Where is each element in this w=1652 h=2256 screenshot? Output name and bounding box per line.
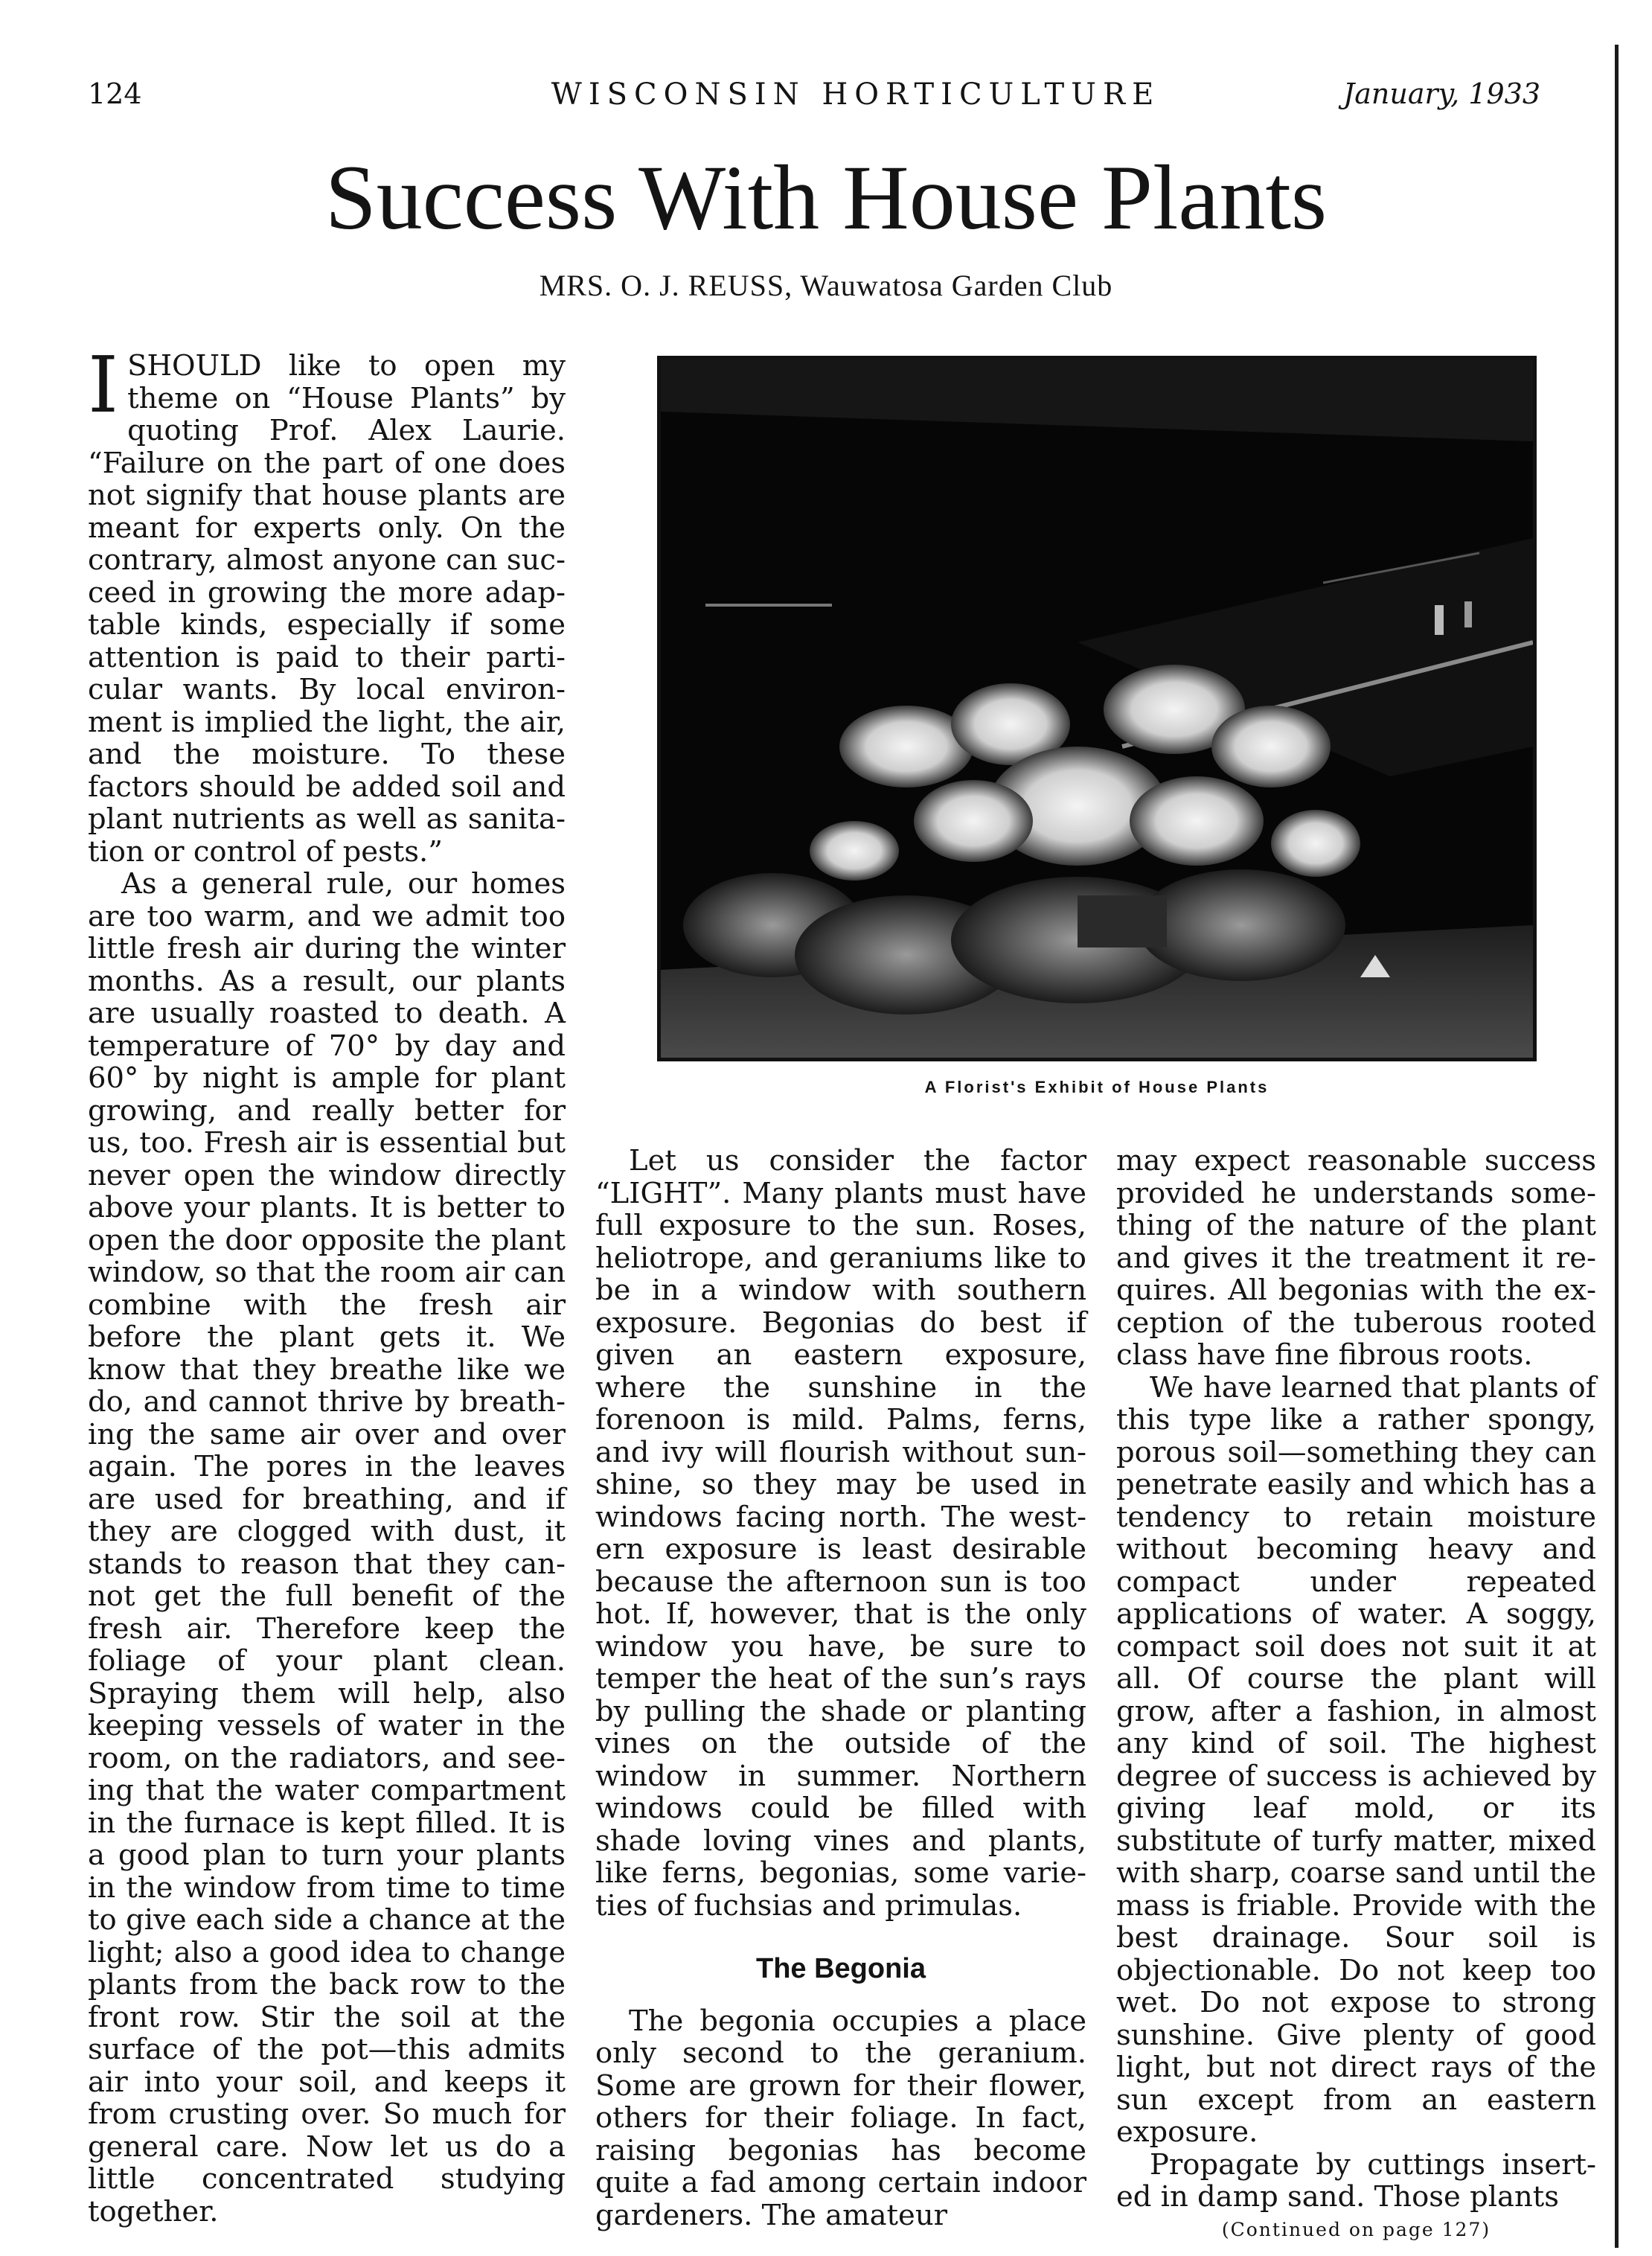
photograph-florist-exhibit-icon xyxy=(661,360,1533,1058)
byline: MRS. O. J. REUSS, Wauwatosa Garden Club xyxy=(539,269,1113,302)
running-head: WISCONSIN HORTICULTURE xyxy=(551,77,1161,112)
subheading-begonia: The Begonia xyxy=(755,1953,926,1984)
column-2 xyxy=(595,1145,1086,2231)
issue-date: January, 1933 xyxy=(1343,77,1540,110)
paragraph-amateur: may expect reasonable success provided he understands something of the nature of the plant and gives it the treatment it requires. All begonias with the exception of the tuberous rooted class have fine fibrous roots. xyxy=(1116,1144,1596,1372)
paragraph-light: Let us consider the factor “LIGHT”. Many plants must have full exposure to the sun. Roses, heliotrope, and geraniums like to be in a window with southern exposure. Begonias do best if given an eastern exposure, where the sunshine in the forenoon is mild. Palms, ferns, and ivy will flourish without sunshine, so they may be used in windows facing north. The western exposure is least desirable because the afternoon sun is too hot. If, however, that is the only window you have, be sure to temper the heat of the sun’s rays by pulling the shade or planting vines on the outside of the window in summer. Northern windows could be filled with shade loving vines and plants, like ferns, begonias, some varieties of fuchsias and primulas. xyxy=(595,1144,1086,1923)
column-3 xyxy=(1116,1145,1596,2246)
paragraph-general-rule: As a general rule, our homes are too warm, and we admit too little fresh air during the winter months. As a result, our plants are usually roasted to death. A temperature of 70° by day and 60° by night is ample for plant growing, and really better for us, too. Fresh air is essential but never open the window directly above your plants. It is better to open the door opposite the plant window, so that the room air can combine with the fresh air before the plant gets it. We know that they breathe like we do, and cannot thrive by breathing the same air over and over again. The pores in the leaves are used for breathing, and if they are clogged with dust, it stands to reason that they cannot get the full benefit of the fresh air. Therefore keep the foliage of your plant clean. Spraying them will help, also keeping vessels of water in the room, on the radiators, and seeing that the water compartment in the furnace is kept filled. It is a good plan to turn your plants in the window from time to time to give each side a chance at the light; also a good idea to change plants from the back row to the front row. Stir the soil at the surface of the pot—this admits air into your soil, and keeps it from crusting over. So much for general care. Now let us do a little concentrated studying together. xyxy=(88,867,566,2228)
page-number: 124 xyxy=(88,77,142,110)
paragraph-intro-text: SHOULD like to open my theme on “House Plants” by quoting Prof. Alex Laurie. “Failure on the part of one does not signify that house plants are meant for experts only. On the contrary, almost anyone can succeed in growing the more adaptable kinds, especially if some attention is paid to their particular wants. By local environment is implied the light, the air, and the moisture. To these factors should be added soil and plant nutrients as well as sanitation or control of pests.” xyxy=(88,349,566,869)
column-1 xyxy=(88,339,566,2228)
page-edge-rule xyxy=(1615,45,1619,2248)
paragraph-soil: We have learned that plants of this type like a rather spongy, porous soil—something they can penetrate easily and which has a tendency to retain moisture without becoming heavy and compact under repeated applications of water. A soggy, compact soil does not suit it at all. Of course the plant will grow, after a fashion, in almost any kind of soil. The highest degree of success is achieved by giving leaf mold, or its substitute of turfy matter, mixed with sharp, coarse sand until the mass is friable. Provide with the best drainage. Sour soil is objectionable. Do not keep too wet. Do not expose to strong sunshine. Give plenty of good light, but not direct rays of the sun except from an eastern exposure. xyxy=(1116,1370,1596,2149)
paragraph-intro xyxy=(88,339,566,869)
paragraph-propagate: Propagate by cuttings inserted in damp sand. Those plants xyxy=(1116,2147,1596,2214)
drop-cap: I xyxy=(88,339,119,430)
article-title: Success With House Plants xyxy=(324,147,1328,249)
continued-note: (Continued on page 127) xyxy=(1221,2218,1491,2240)
photograph xyxy=(657,356,1537,1061)
photo-caption: A Florist's Exhibit of House Plants xyxy=(924,1078,1270,1096)
paragraph-begonia: The begonia occupies a place only second to the geranium. Some are grown for their flower, others for their foliage. In fact, raising begonias has become quite a fad among certain indoor gardeners. The amateur xyxy=(595,2004,1086,2232)
